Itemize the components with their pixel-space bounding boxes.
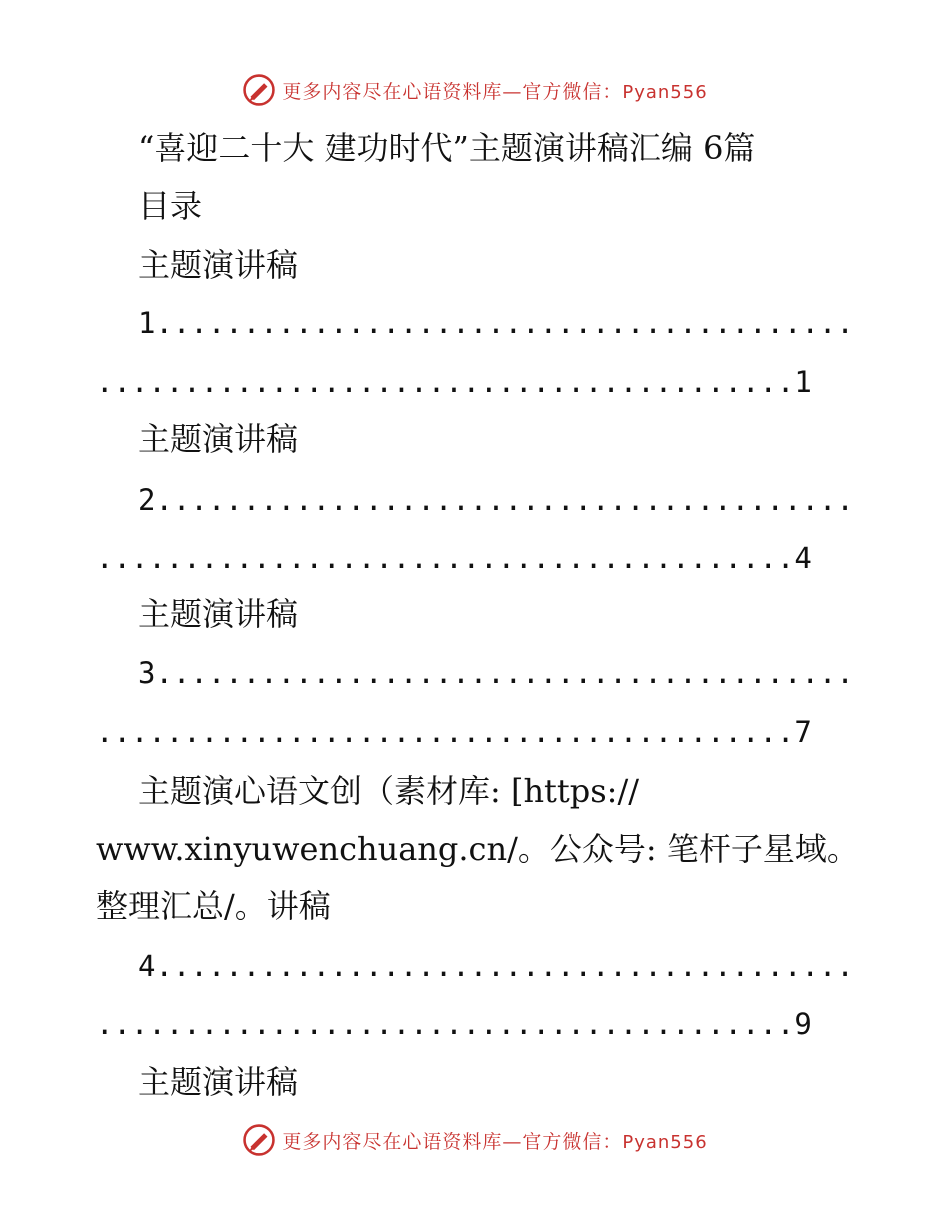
watermark-text bbox=[282, 77, 707, 104]
toc-leader-dots: ........................................ bbox=[155, 656, 854, 690]
toc-entry-label-cont: 整理汇总/。讲稿 bbox=[96, 887, 331, 925]
toc-entry-label: 主题演讲稿 bbox=[138, 1063, 299, 1101]
toc-page-number: 4 bbox=[794, 541, 812, 575]
toc-entry-label: 主题演讲稿 bbox=[138, 246, 299, 284]
pen-logo-icon bbox=[242, 1123, 276, 1157]
document-title: “喜迎二十大 建功时代”主题演讲稿汇编 6篇 bbox=[138, 129, 756, 167]
toc-entry-number-line bbox=[138, 303, 854, 343]
toc-entry-label: 主题演心语文创（素材库: [https:// bbox=[138, 772, 640, 810]
toc-page-number: 9 bbox=[794, 1007, 812, 1041]
watermark-account: Pyan556 bbox=[622, 81, 708, 103]
toc-leader-dots: ........................................ bbox=[155, 949, 854, 983]
toc-entry-number: 1 bbox=[138, 306, 156, 340]
toc-entry-number-line bbox=[138, 653, 854, 693]
toc-entry-number-line bbox=[138, 480, 854, 520]
toc-page-number: 7 bbox=[794, 715, 812, 749]
watermark-main: 更多内容尽在心语资料库 bbox=[282, 80, 503, 103]
watermark-sub: 官方微信： bbox=[522, 80, 623, 103]
toc-page-line bbox=[96, 362, 812, 402]
toc-entry-number: 3 bbox=[138, 656, 156, 690]
footer-watermark bbox=[0, 1120, 950, 1160]
toc-entry-number: 4 bbox=[138, 949, 156, 983]
toc-entry-label-cont: www.xinyuwenchuang.cn/。公众号: 笔杆子星域。 bbox=[96, 830, 859, 868]
toc-page-number: 1 bbox=[794, 365, 812, 399]
pen-logo-icon bbox=[242, 73, 276, 107]
toc-leader-dots: ........................................ bbox=[96, 541, 795, 575]
watermark-dash: — bbox=[502, 80, 523, 103]
watermark-sub: 官方微信： bbox=[522, 1130, 623, 1153]
toc-entry-number-line bbox=[138, 946, 854, 986]
watermark-dash: — bbox=[502, 1130, 523, 1153]
toc-leader-dots: ........................................ bbox=[96, 715, 795, 749]
toc-entry-number: 2 bbox=[138, 483, 156, 517]
toc-leader-dots: ........................................ bbox=[155, 483, 854, 517]
toc-heading: 目录 bbox=[138, 187, 203, 225]
watermark-account: Pyan556 bbox=[622, 1131, 708, 1153]
toc-page-line bbox=[96, 538, 812, 578]
watermark-main: 更多内容尽在心语资料库 bbox=[282, 1130, 503, 1153]
toc-leader-dots: ........................................ bbox=[96, 1007, 795, 1041]
toc-page-line bbox=[96, 712, 812, 752]
toc-entry-label: 主题演讲稿 bbox=[138, 420, 299, 458]
watermark-text bbox=[282, 1127, 707, 1154]
toc-page-line bbox=[96, 1004, 812, 1044]
toc-leader-dots: ........................................ bbox=[155, 306, 854, 340]
header-watermark bbox=[0, 70, 950, 110]
toc-leader-dots: ........................................ bbox=[96, 365, 795, 399]
toc-entry-label: 主题演讲稿 bbox=[138, 595, 299, 633]
